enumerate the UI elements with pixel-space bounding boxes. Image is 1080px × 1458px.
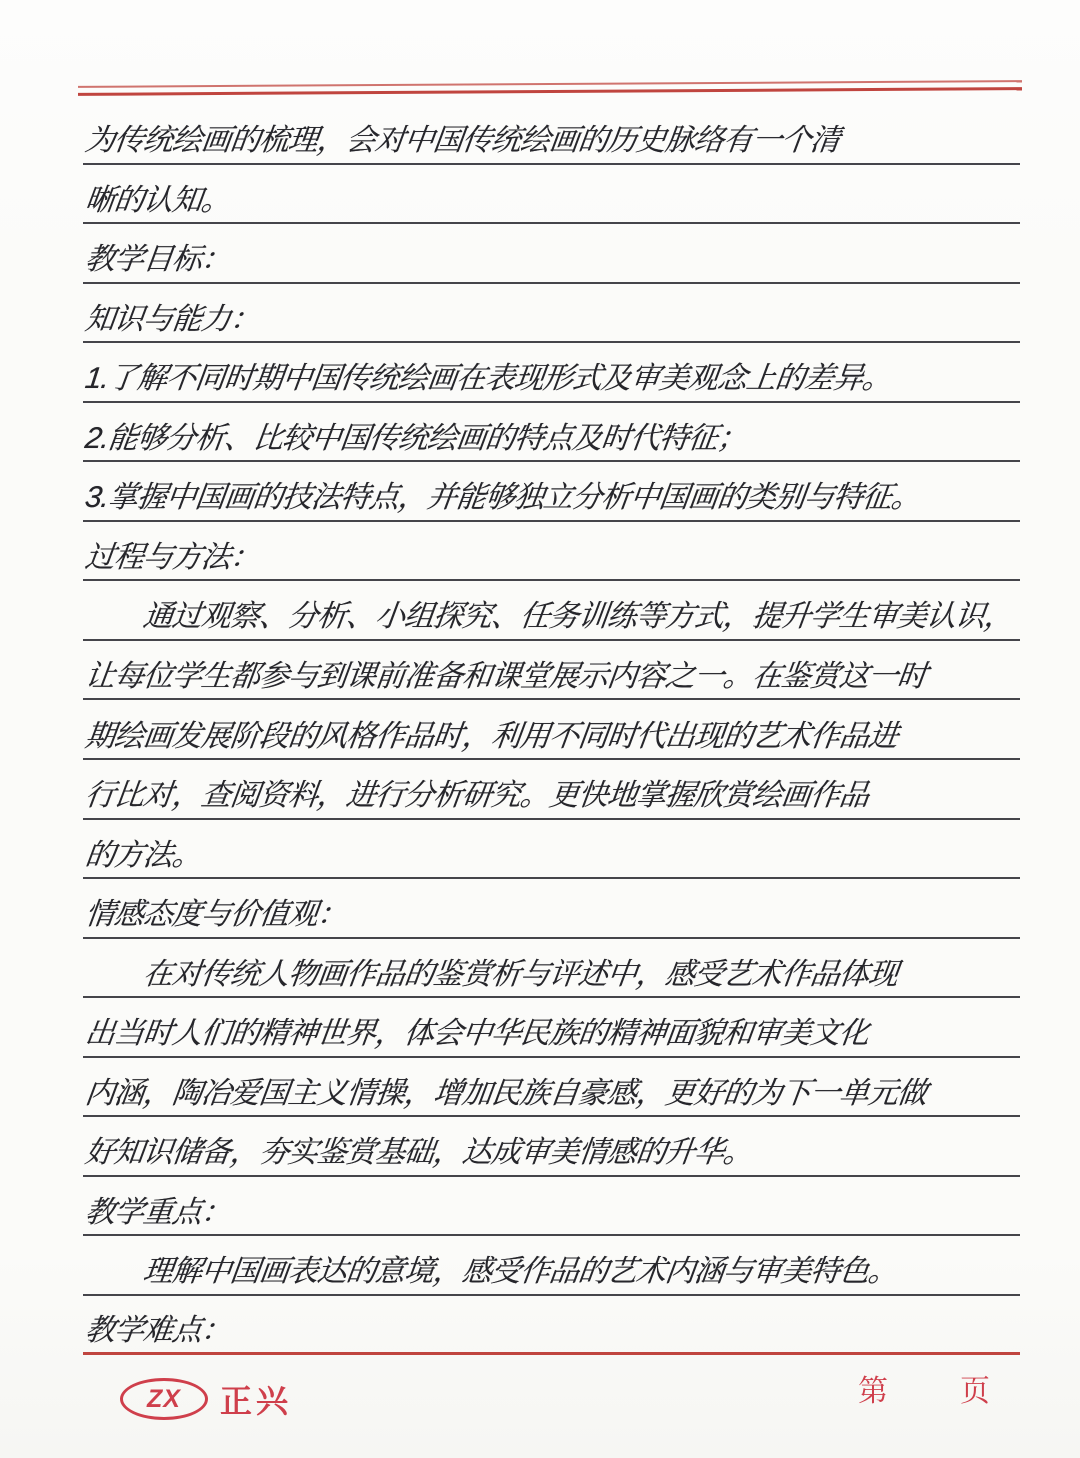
handwritten-text: 情感态度与价值观： bbox=[83, 898, 349, 932]
zhengxing-logo bbox=[120, 1376, 292, 1422]
handwritten-text: 内涵，陶冶爱国主义情操，增加民族自豪感，更好的为下一单元做 bbox=[83, 1076, 929, 1110]
top-red-rule-lower bbox=[78, 87, 1022, 96]
text-line bbox=[83, 879, 1020, 939]
handwritten-text: 2.能够分析、比较中国传统绘画的特点及时代特征； bbox=[83, 421, 749, 455]
text-line bbox=[83, 1236, 1020, 1296]
text-line bbox=[83, 165, 1020, 225]
text-line bbox=[83, 641, 1020, 701]
text-line bbox=[83, 1117, 1020, 1177]
text-line bbox=[83, 760, 1020, 820]
handwritten-text: 通过观察、分析、小组探究、任务训练等方式，提升学生审美认识， bbox=[141, 600, 1016, 634]
text-line bbox=[83, 939, 1020, 999]
text-line bbox=[83, 581, 1020, 641]
handwritten-text: 理解中国画表达的意境，感受作品的艺术内涵与审美特色。 bbox=[141, 1255, 900, 1289]
top-red-rule-upper bbox=[78, 80, 1022, 88]
handwritten-text: 过程与方法： bbox=[83, 540, 262, 574]
handwritten-text: 知识与能力： bbox=[83, 302, 262, 336]
handwritten-text: 教学目标： bbox=[83, 243, 233, 277]
handwritten-text: 教学重点： bbox=[83, 1195, 233, 1229]
handwritten-text: 行比对，查阅资料，进行分析研究。更快地掌握欣赏绘画作品 bbox=[83, 779, 871, 813]
text-line bbox=[83, 820, 1020, 880]
handwritten-text: 3.掌握中国画的技法特点，并能够独立分析中国画的类别与特征。 bbox=[83, 481, 923, 515]
zx-logo-badge: ZX bbox=[120, 1378, 208, 1420]
handwritten-text: 为传统绘画的梳理，会对中国传统绘画的历史脉络有一个清 bbox=[83, 124, 842, 158]
text-line bbox=[83, 403, 1020, 463]
handwritten-text: 让每位学生都参与到课前准备和课堂展示内容之一。在鉴赏这一时 bbox=[83, 659, 929, 693]
handwritten-text: 期绘画发展阶段的风格作品时，利用不同时代出现的艺术作品进 bbox=[83, 719, 900, 753]
logo-brand-text: 正兴 bbox=[220, 1383, 293, 1419]
handwritten-text: 好知识储备，夯实鉴赏基础，达成审美情感的升华。 bbox=[83, 1136, 755, 1170]
text-line bbox=[83, 1296, 1020, 1356]
text-line bbox=[83, 343, 1020, 403]
page-number-label-di: 第 bbox=[858, 1375, 888, 1408]
page-number-label-ye: 页 bbox=[960, 1375, 990, 1408]
text-line bbox=[83, 462, 1020, 522]
handwritten-text: 在对传统人物画作品的鉴赏析与评述中，感受艺术作品体现 bbox=[141, 957, 900, 991]
handwritten-text: 晰的认知。 bbox=[83, 183, 233, 217]
text-line bbox=[83, 284, 1020, 344]
handwritten-content bbox=[83, 105, 1020, 1355]
text-line bbox=[83, 700, 1020, 760]
handwritten-text: 出当时人们的精神世界，体会中华民族的精神面貌和审美文化 bbox=[83, 1017, 871, 1051]
text-line bbox=[83, 522, 1020, 582]
handwritten-text: 的方法。 bbox=[83, 838, 204, 872]
text-line bbox=[83, 1058, 1020, 1118]
text-line bbox=[83, 998, 1020, 1058]
handwritten-text: 教学难点： bbox=[83, 1313, 233, 1347]
handwritten-text: 1.了解不同时期中国传统绘画在表现形式及审美观念上的差异。 bbox=[83, 362, 894, 396]
text-line bbox=[83, 1177, 1020, 1237]
text-line bbox=[83, 224, 1020, 284]
text-line bbox=[83, 105, 1020, 165]
